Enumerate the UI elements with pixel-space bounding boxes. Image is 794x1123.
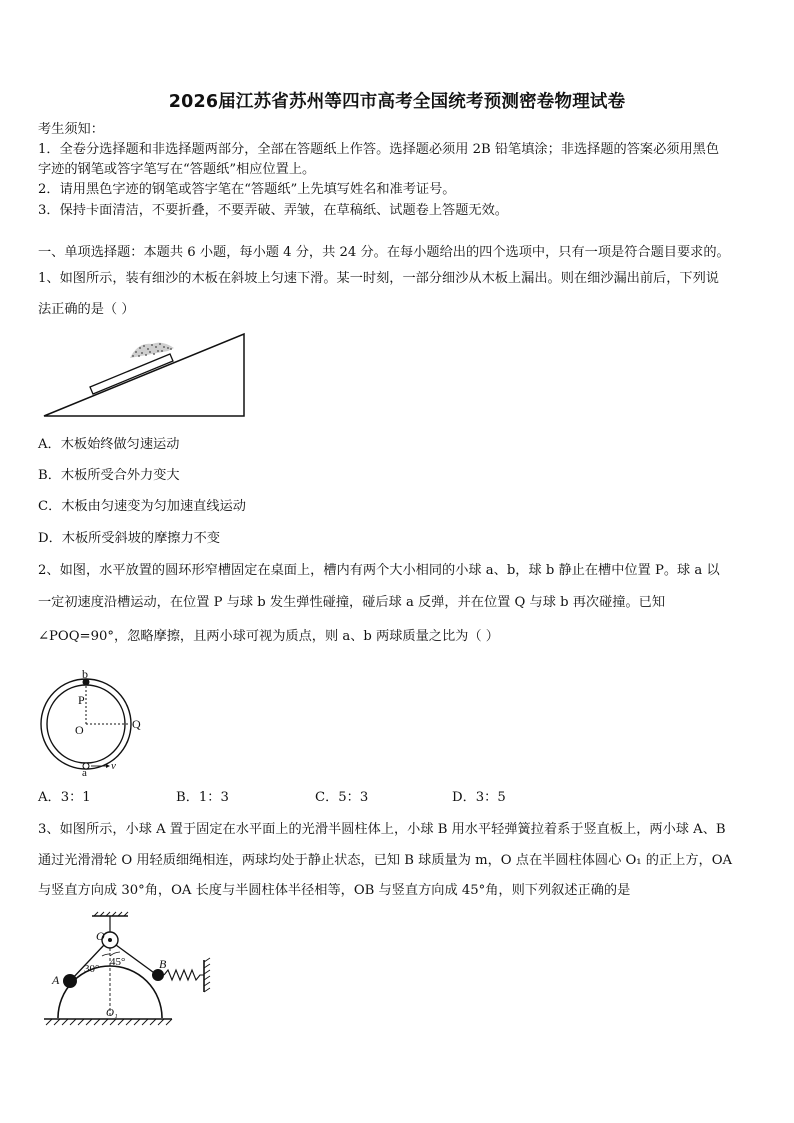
q2-option-b: B．1：3 [176, 790, 229, 805]
q3-label-o: O [96, 929, 105, 943]
q1-option-b: B．木板所受合外力变大 [38, 468, 180, 483]
notice-item-1: 1．全卷分选择题和非选择题两部分，全部在答题纸上作答。选择题必须用 2B 铅笔填涂；非选择题的答案必须用黑色 [38, 142, 720, 157]
q3-stem-line2: 通过光滑滑轮 O 用轻质细绳相连，两球均处于静止状态，已知 B 球质量为 m，O 点在半圆柱体圆心 O₁ 的正上方，OA [38, 853, 733, 868]
q2-option-d: D．3：5 [452, 790, 506, 805]
q2-label-o: O [75, 723, 84, 737]
notice-heading: 考生须知： [38, 122, 104, 137]
q3-label-o1: O₁ [106, 1007, 118, 1019]
q2-stem-line2: 一定初速度沿槽运动，在位置 P 与球 b 发生弹性碰撞，碰后球 a 反弹，并在位置 Q 与球 b 再次碰撞。已知 [38, 595, 666, 610]
q1-stem-line2: 法正确的是（ ） [38, 302, 135, 317]
q1-option-d: D．木板所受斜坡的摩擦力不变 [38, 531, 221, 546]
q2-label-v: v [111, 760, 116, 772]
q2-label-p: P [78, 693, 85, 707]
q1-option-a: A．木板始终做匀速运动 [38, 437, 180, 452]
q3-label-45: 45° [110, 956, 126, 968]
q2-stem-line1: 2、如图，水平放置的圆环形窄槽固定在桌面上，槽内有两个大小相同的小球 a、b，球 b 静止在槽中位置 P。球 a 以 [38, 563, 720, 578]
q2-option-a: A．3：1 [38, 790, 91, 805]
q2-option-c: C．5：3 [315, 790, 369, 805]
section-heading: 一、单项选择题：本题共 6 小题，每小题 4 分，共 24 分。在每小题给出的四个选项中，只有一项是符合题目要求的。 [38, 245, 730, 260]
q2-label-a: a [82, 767, 87, 779]
q2-ring-figure [36, 668, 146, 780]
q1-option-c: C．木板由匀速变为匀加速直线运动 [38, 499, 246, 514]
q3-stem-line3: 与竖直方向成 30°角，OA 长度与半圆柱体半径相等，OB 与竖直方向成 45°角，则下列叙述正确的是 [38, 883, 631, 898]
q2-label-b: b [82, 667, 88, 681]
q1-incline-figure [40, 330, 250, 420]
notice-item-1-cont: 字迹的钢笔或答字笔写在“答题纸”相应位置上。 [38, 162, 316, 177]
q1-stem-line1: 1、如图所示，装有细沙的木板在斜坡上匀速下滑。某一时刻，一部分细沙从木板上漏出。则在细沙漏出前后，下列说 [38, 271, 719, 286]
notice-item-3: 3．保持卡面清洁，不要折叠，不要弄破、弄皱，在草稿纸、试题卷上答题无效。 [38, 203, 508, 218]
q2-stem-line3: ∠POQ=90°，忽略摩擦，且两小球可视为质点，则 a、b 两球质量之比为（ ） [38, 629, 499, 644]
q3-label-30: 30° [84, 963, 100, 975]
q2-label-q: Q [132, 717, 141, 731]
notice-item-2: 2．请用黑色字迹的钢笔或答字笔在“答题纸”上先填写姓名和准考证号。 [38, 182, 456, 197]
q3-label-b: B [159, 957, 167, 971]
q3-label-a: A [52, 973, 60, 987]
q3-pulley-figure [40, 912, 220, 1032]
page-title: 2026届江苏省苏州等四市高考全国统考预测密卷物理试卷 [168, 92, 626, 112]
q3-stem-line1: 3、如图所示，小球 A 置于固定在水平面上的光滑半圆柱体上，小球 B 用水平轻弹簧拉着系于竖直板上，两小球 A、B [38, 822, 726, 837]
